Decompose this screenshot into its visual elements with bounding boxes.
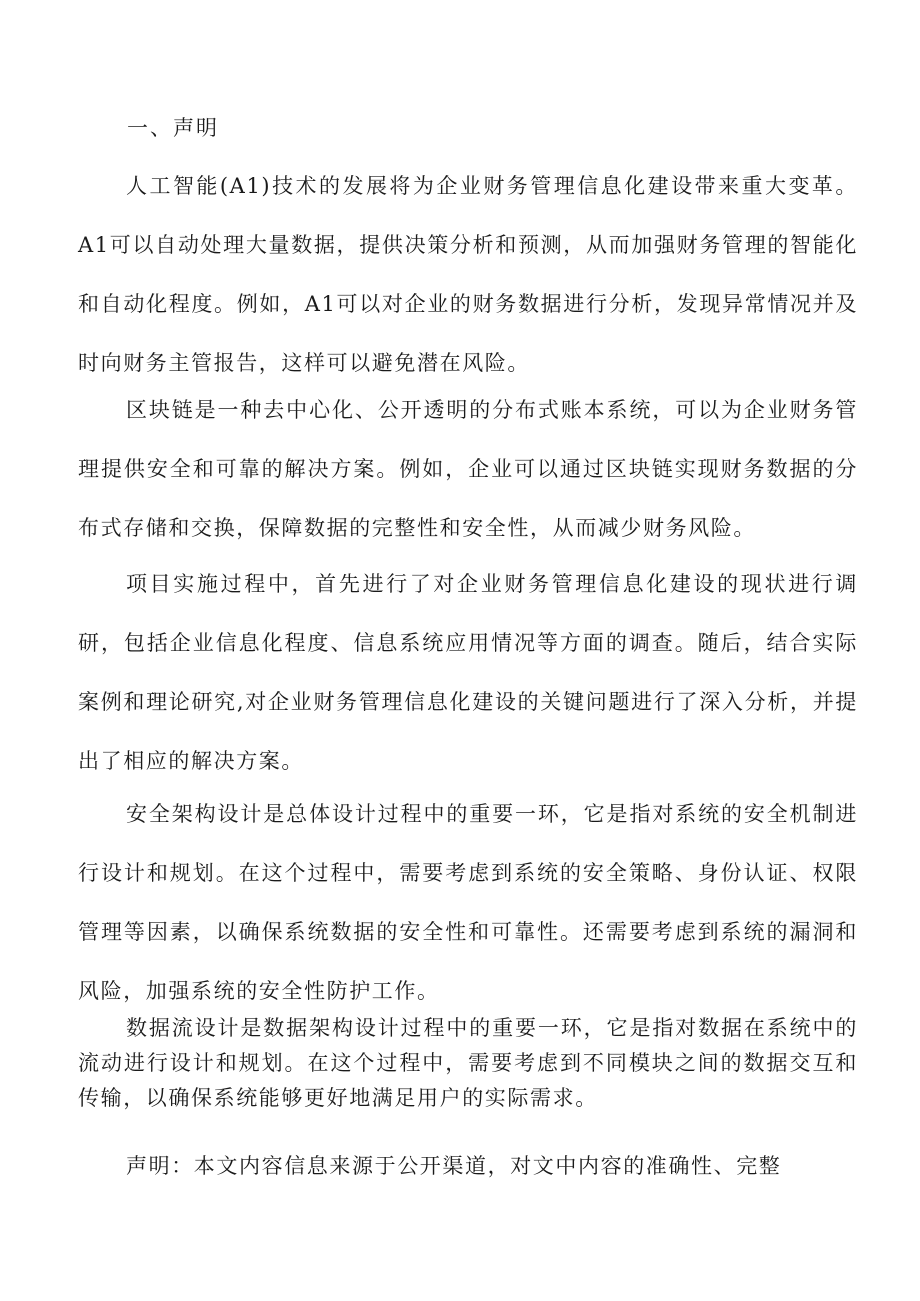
paragraph-data-flow: 数据流设计是数据架构设计过程中的重要一环，它是指对数据在系统中的流动进行设计和规划。在这个过程中，需要考虑到不同模块之间的数据交互和传输，以确保系统能够更好地满足用户的实际需求。 bbox=[78, 1016, 858, 1110]
paragraph-blockchain: 区块链是一种去中心化、公开透明的分布式账本系统，可以为企业财务管理提供安全和可靠的解决方案。例如，企业可以通过区块链实现财务数据的分布式存储和交换，保障数据的完整性和安全性，从而减少财务风险。 bbox=[78, 398, 858, 540]
paragraph-implementation: 项目实施过程中，首先进行了对企业财务管理信息化建设的现状进行调研，包括企业信息化程度、信息系统应用情况等方面的调查。随后，结合实际案例和理论研究,对企业财务管理信息化建设的关键问题进行了深入分析，并提出了相应的解决方案。 bbox=[78, 572, 858, 773]
paragraph-ai: 人工智能(A1)技术的发展将为企业财务管理信息化建设带来重大变革。A1可以自动处理大量数据，提供决策分析和预测，从而加强财务管理的智能化和自动化程度。例如，A1可以对企业的财务数据进行分析，发现异常情况并及时向财务主管报告，这样可以避免潜在风险。 bbox=[78, 174, 858, 375]
paragraph-disclaimer: 声明：本文内容信息来源于公开渠道，对文中内容的准确性、完整 bbox=[126, 1154, 782, 1178]
paragraph-security-architecture: 安全架构设计是总体设计过程中的重要一环，它是指对系统的安全机制进行设计和规划。在这个过程中，需要考虑到系统的安全策略、身份认证、权限管理等因素，以确保系统数据的安全性和可靠性。还需要考虑到系统的漏洞和风险，加强系统的安全性防护工作。 bbox=[78, 802, 858, 1003]
section-heading: 一、声明 bbox=[127, 116, 219, 140]
